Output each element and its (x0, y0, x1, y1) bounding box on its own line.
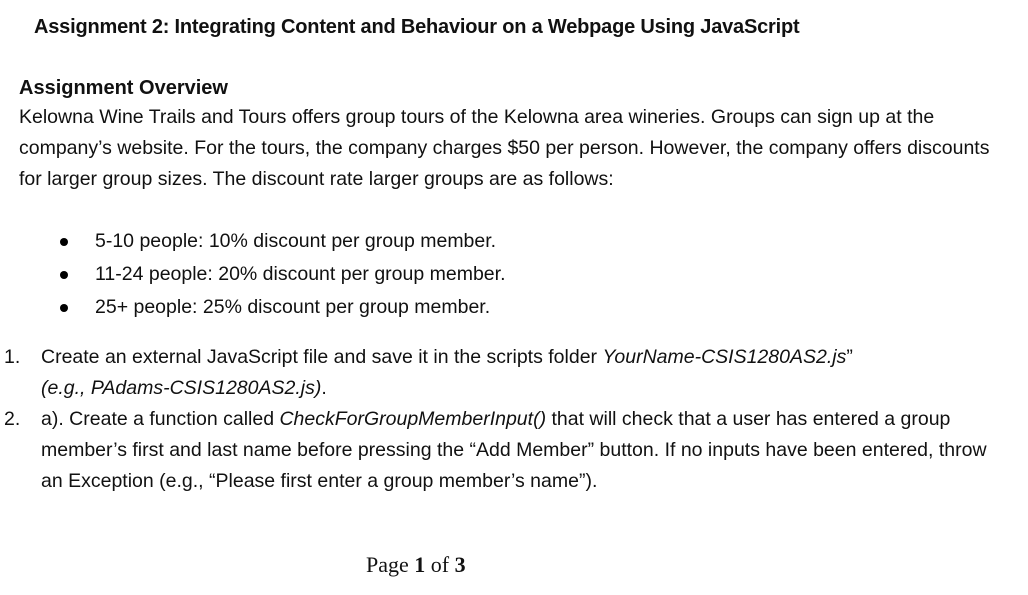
footer-middle: of (425, 552, 455, 577)
page-footer (366, 552, 466, 578)
step-text: Create an external JavaScript file and save it in the scripts folder (41, 346, 603, 368)
file-name: YourName-CSIS1280AS2.js (602, 346, 847, 368)
discount-text: 5-10 people: 10% discount per group member. (95, 230, 497, 252)
total-pages: 3 (454, 552, 466, 577)
step-number: 2. (4, 408, 21, 430)
step-number: 1. (4, 346, 21, 368)
step-text: a). Create a function called (41, 408, 280, 430)
bullet-icon (60, 238, 68, 246)
instruction-steps (0, 342, 1000, 497)
step-text: . (321, 377, 327, 399)
footer-prefix: Page (366, 552, 415, 577)
discount-list (19, 225, 505, 324)
assignment-title: Assignment 2: Integrating Content and Behaviour on a Webpage Using JavaScript (34, 16, 800, 38)
overview-paragraph: Kelowna Wine Trails and Tours offers group tours of the Kelowna area wineries. Groups can sign up at the company’s website. For the tours, the company charges $50 per person. However, the company offers discounts for larger group sizes. The discount rate larger groups are as follows: (19, 106, 990, 190)
step-item (0, 404, 1000, 497)
list-item (19, 291, 505, 324)
file-name-example: (e.g., PAdams-CSIS1280AS2.js) (41, 377, 322, 399)
overview-heading: Assignment Overview (19, 77, 228, 99)
discount-text: 25+ people: 25% discount per group member. (95, 296, 491, 318)
step-item (0, 342, 1000, 404)
list-item (19, 258, 505, 291)
bullet-icon (60, 304, 68, 312)
function-name: CheckForGroupMemberInput() (279, 408, 547, 430)
bullet-icon (60, 271, 68, 279)
overview-section (19, 74, 1009, 195)
discount-text: 11-24 people: 20% discount per group member. (95, 263, 506, 285)
list-item (19, 225, 505, 258)
step-text: ” (846, 346, 853, 368)
current-page: 1 (414, 552, 426, 577)
step-text: that will check that a user has entered a group member’s first and last name before pressing the “Add Member” button. If no inputs have been entered, throw an Exception (e.g., “Please first enter a group member’s name”). (41, 408, 987, 492)
